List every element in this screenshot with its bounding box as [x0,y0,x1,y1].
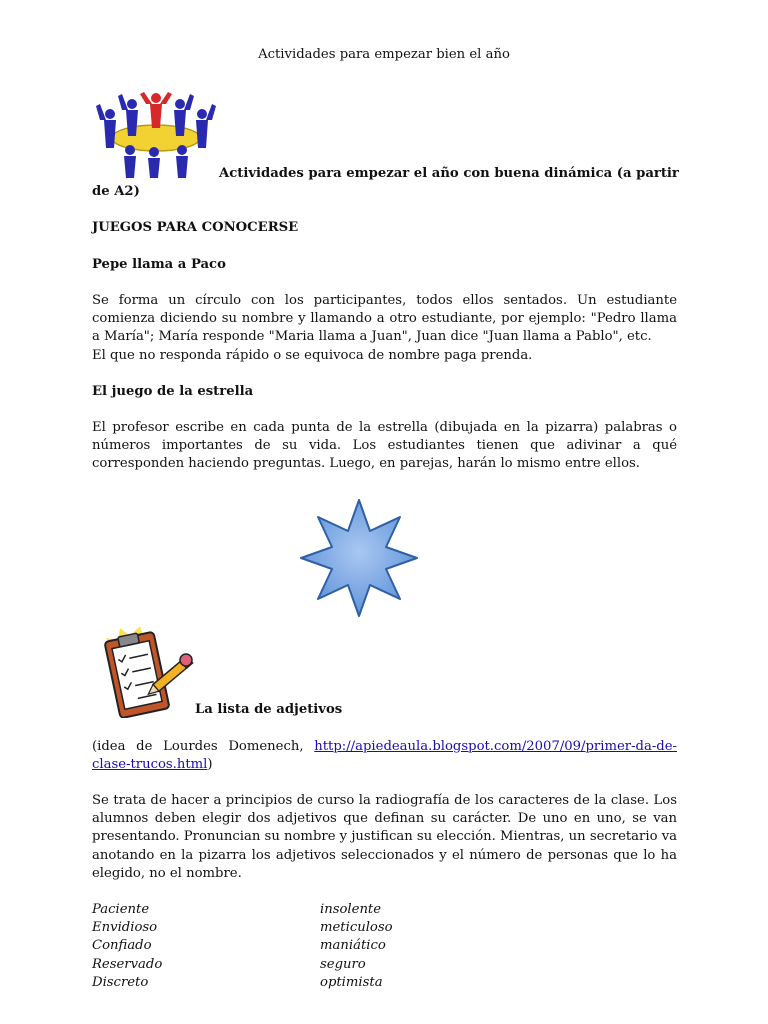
list-item: Reservado [92,956,163,972]
heading-pepe: Pepe llama a Paco [92,257,226,272]
estrella-paragraph-1: El profesor escribe en cada punta de la estrella (dibujada en la pizarra) palabras o números importantes de su vida. Los estudiantes tienen que adivinar a qué corresponden haciendo preguntas. Luego, en parejas, harán lo mismo entre ellos. [92,420,677,472]
adjective-list-left [92,901,292,992]
list-item: meticuloso [320,920,393,936]
heading-adjetivos: La lista de adjetivos [195,702,343,717]
heading-estrella: El juego de la estrella [92,384,254,399]
adjetivos-paragraph-1: Se trata de hacer a principios de curso la radiografía de los caracteres de la clase. Los alumnos deben elegir dos adjetivos que definan su carácter. De uno en uno, se van presentando. Pronuncian su nombre y justifican su elección. Mientras, un secretario va anotando en la pizarra los adjetivos seleccionados y el número de personas que lo ha elegido, no el nombre. [92,793,678,881]
list-item: insolente [320,902,382,917]
adjective-list-right [320,901,520,992]
list-item: Confiado [92,938,152,954]
estrella-text [92,419,677,474]
credit-prefix: (idea de Lourdes Domenech, [92,739,315,754]
list-item: Envidioso [92,920,158,936]
list-item: seguro [320,956,366,972]
list-item: Paciente [92,902,150,917]
intro-title-line1: Actividades para empezar el año con buena dinámica (a partir [219,166,679,181]
adjetivos-text [92,792,677,883]
list-item: maniático [320,938,386,954]
list-item: optimista [320,974,383,990]
clipboard-pencil-icon [100,622,196,718]
star-icon [297,496,421,620]
pepe-paragraph-2: El que no responda rápido o se equivoca de nombre paga prenda. [92,347,533,363]
credit-suffix: ) [207,757,213,773]
intro-title-line2: de A2) [92,184,140,199]
section-heading-juegos: JUEGOS PARA CONOCERSE [92,220,299,235]
page-header: Actividades para empezar bien el año [258,47,510,62]
people-circle-icon [96,92,216,178]
pepe-text [92,292,677,365]
credit-link[interactable]: http://apiedeaula.blogspot.com/2007/09/primer-da-de-clase-trucos.html [92,739,677,773]
list-item: Discreto [92,974,149,990]
pepe-paragraph-1: Se forma un círculo con los participantes, todos ellos sentados. Un estudiante comienza diciendo su nombre y llamando a otro estudiante, por ejemplo: "Pedro llama a María"; María responde "Maria llama a Juan", Juan dice "Juan llama a Pablo", etc. [92,293,677,345]
adjetivos-credit [92,738,677,774]
